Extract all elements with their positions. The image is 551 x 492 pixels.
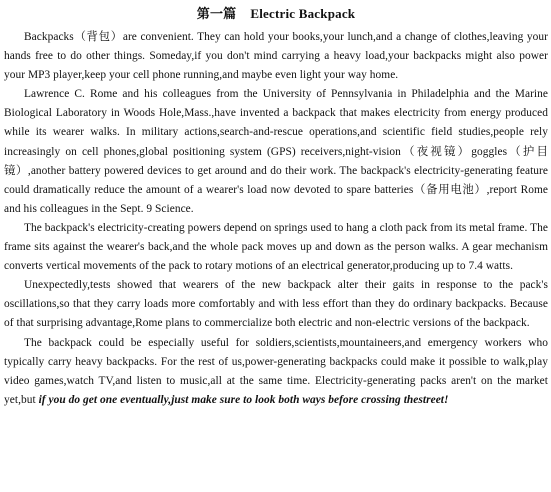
article-number: 第一篇 (196, 6, 237, 21)
paragraph-2: Lawrence C. Rome and his colleagues from the University of Pennsylvania in Philadelphia and the Marine Biological Laboratory in Woods Hole,Mass.,have invented a backpack that makes electricity from energy produced while its wearer walks. In military actions,search-and-rescue operations,and scientific field studies,people rely increasingly on cell phones,global positioning system (GPS) receivers,night-vision（夜视镜）goggles（护目镜）,another battery powered devices to get around and do their work. The backpack's electricity-generating feature could dramatically reduce the amount of a wearer's load now devoted to spare batteries（备用电池）,report Rome and his colleagues in the Sept. 9 Science. (4, 88, 548, 215)
paragraph-5-emphasis: if you do get one eventually,just make sure to look both ways before crossing thestreet! (38, 393, 449, 406)
paragraph-1: Backpacks（背包）are convenient. They can hold your books,your lunch,and a change of clothes,leaving your hands free to do other things. Someday,if you don't mind carrying a heavy load,your backpacks might also power your MP3 player,keep your cell phone running,and maybe even light your way home. (4, 31, 548, 82)
article-title (4, 6, 548, 22)
paragraph-5-text: The backpack could be especially useful for soldiers,scientists,mountaineers,and emergency workers who typically carry heavy backpacks. For the rest of us,power-generating backpacks could make it possible to walk,play video games,watch TV,and listen to music,all at the same time. Electricity-generating packs aren't on the market yet,but (4, 336, 548, 406)
paragraph-4: Unexpectedly,tests showed that wearers of the new backpack alter their gaits in response to the pack's oscillations,so that they carry loads more comfortably and with less effort than they do ordinary backpacks. Because of that surprising advantage,Rome plans to commercialize both electric and non-electric versions of the backpack. (4, 279, 548, 330)
article-title-text: Electric Backpack (250, 6, 356, 21)
paragraph-5 (4, 334, 548, 410)
paragraph-3: The backpack's electricity-creating powers depend on springs used to hang a cloth pack from its metal frame. The frame sits against the wearer's back,and the whole pack moves up and down as the person walks. A gear mechanism converts vertical movements of the pack to rotary motions of an electrical generator,producing up to 7.4 watts. (4, 221, 548, 273)
